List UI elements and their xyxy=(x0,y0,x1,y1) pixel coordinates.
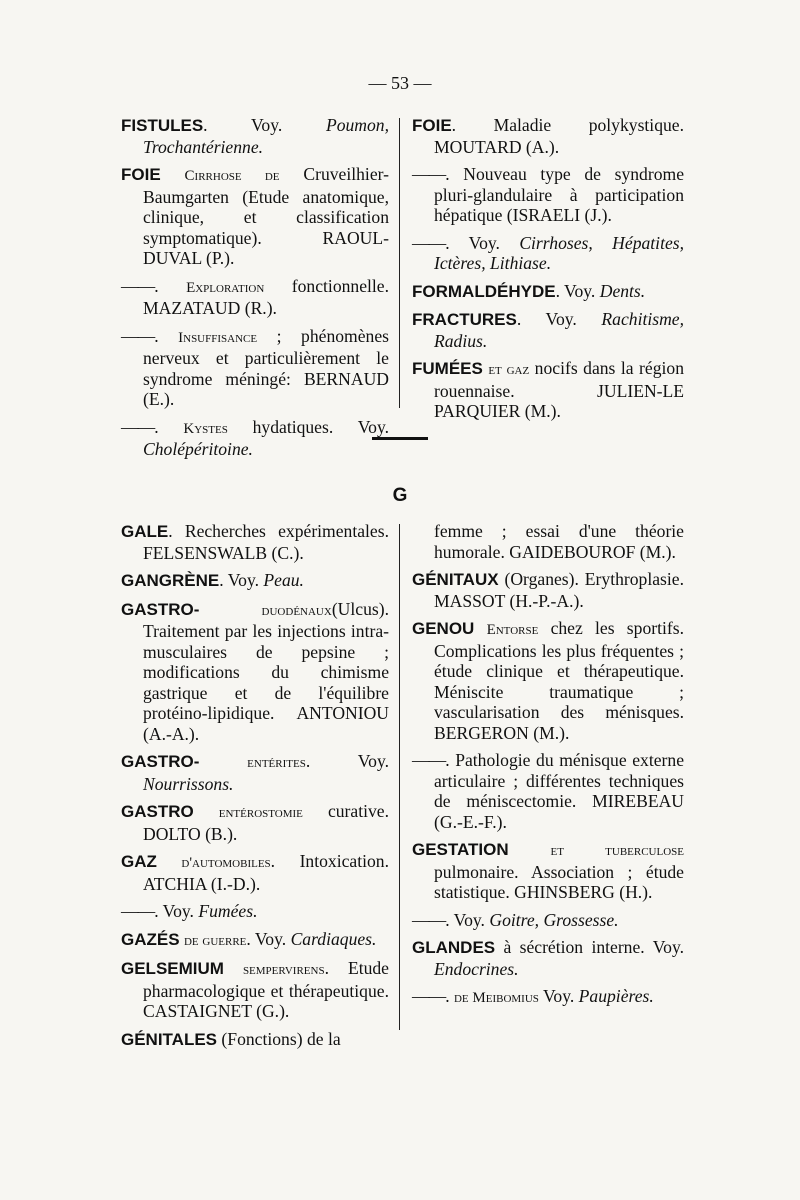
index-entry xyxy=(121,164,389,269)
entry-text: . Voy. xyxy=(555,280,600,301)
entry-text: curative. DOLTO (B.). xyxy=(143,801,389,844)
entry-text: . Maladie polykystique. MOUTARD (A.). xyxy=(434,115,684,157)
index-entry xyxy=(121,801,389,844)
entry-subheading: Kystes xyxy=(183,420,228,437)
entry-heading: GLANDES xyxy=(412,938,496,957)
entry-heading: GASTRO xyxy=(121,802,194,821)
index-entry xyxy=(121,929,389,952)
entry-repeat-dash: —— xyxy=(412,232,446,253)
entry-text: hydatiques. Voy. xyxy=(227,416,389,437)
entry-text: (Fonctions) de la xyxy=(217,1028,341,1049)
index-entry: ——. Voy. Goitre, Grossesse. xyxy=(412,909,619,930)
index-entry xyxy=(412,309,684,351)
entry-cross-reference: Fumées. xyxy=(198,901,258,921)
entry-heading: GESTATION xyxy=(412,840,509,859)
entry-subheading: duodénaux xyxy=(261,602,332,619)
index-column-lower-left xyxy=(121,521,389,1057)
entry-repeat-dash: —— xyxy=(412,909,446,930)
entry-text: à sécrétion interne. Voy. xyxy=(495,937,684,957)
index-entry xyxy=(121,521,389,563)
entry-repeat-dash: —— xyxy=(412,750,446,770)
entry-heading: FOIE xyxy=(412,116,452,135)
entry-subheading: de Meibomius xyxy=(453,990,539,1006)
column-divider-upper xyxy=(399,118,400,408)
entry-text: femme ; essai d'une théorie humorale. GAIDEBOUROF (M.). xyxy=(434,521,684,562)
index-entry: ——. Pathologie du ménisque externe articulaire ; différentes techniques de méniscectomie. MIREBEAU (G.-E.-F.). xyxy=(412,750,685,832)
entry-cross-reference: Nourrissons. xyxy=(143,773,234,794)
entry-text: (Ulcus). Traitement par les injections intra-musculaires de pepsine ; modifications du chimisme gastrique et de l'équilibre protéino-lipidique. ANTONIOU (A.-A.). xyxy=(143,598,389,744)
index-entry: ——. Exploration fonctionnelle. MAZATAUD (R.). xyxy=(121,275,390,318)
entry-repeat-dash: —— xyxy=(412,986,446,1006)
entry-repeat-dash: —— xyxy=(412,164,446,184)
entry-text: Voy. xyxy=(538,986,579,1006)
entry-heading: FISTULES xyxy=(121,116,204,135)
index-entry: ——. Voy. Cirrhoses, Hépatites, Ictères, Lithiase. xyxy=(412,232,685,273)
entry-text: (Organes). Erythroplasie. MASSOT (H.-P.-A.). xyxy=(434,569,684,611)
entry-cross-reference: Endocrines. xyxy=(434,958,519,979)
entry-repeat-dash: —— xyxy=(121,416,155,437)
entry-heading: FORMALDÉHYDE xyxy=(412,281,556,301)
entry-cross-reference: Poumon, Trochantérienne. xyxy=(143,115,389,157)
entry-heading: GENOU xyxy=(412,619,475,638)
entry-heading: GAZÉS xyxy=(121,929,180,949)
entry-cross-reference: Cirrhoses, Hépatites, Ictères, Lithiase. xyxy=(434,232,685,273)
index-entry xyxy=(121,1029,389,1051)
entry-text: Voy. xyxy=(162,901,199,921)
entry-subheading: Exploration xyxy=(186,279,265,296)
entry-cross-reference: Dents. xyxy=(599,280,646,301)
index-entry xyxy=(412,521,684,562)
entry-cross-reference: Goitre, Grossesse. xyxy=(489,909,619,930)
entry-text: Voy. xyxy=(453,909,490,930)
index-entry: ——. Insuffisance ; phénomènes nerveux et particulièrement le syndrome méningé: BERNAUD (E.). xyxy=(121,325,389,409)
section-rule xyxy=(372,437,428,440)
entry-text: Voy. xyxy=(468,232,520,253)
index-entry: ——. de Meibomius Voy. Paupières. xyxy=(412,986,654,1006)
index-entry: ——. Nouveau type de syndrome pluri-glandulaire à participation hépatique (ISRAELI (J.). xyxy=(412,164,685,225)
entry-repeat-dash: —— xyxy=(121,901,155,921)
index-entry xyxy=(121,115,389,157)
entry-cross-reference: Peau. xyxy=(263,570,304,590)
entry-subheading: Insuffisance xyxy=(178,329,258,346)
index-entry xyxy=(121,851,389,894)
index-entry xyxy=(412,618,684,743)
index-entry xyxy=(412,937,684,979)
entry-text: . Voy. xyxy=(516,309,602,329)
entry-subheading: de guerre xyxy=(183,932,247,949)
entry-text: fonctionnelle. MAZATAUD (R.). xyxy=(143,275,390,318)
entry-text: . Voy. xyxy=(203,115,326,135)
entry-repeat-dash: —— xyxy=(121,325,155,346)
entry-text: . Voy. xyxy=(219,570,264,590)
entry-subheading: entérostomie xyxy=(218,805,303,821)
entry-heading: FOIE xyxy=(121,165,161,184)
index-entry xyxy=(412,839,684,903)
index-entry xyxy=(121,599,389,745)
entry-subheading: Entorse xyxy=(486,622,539,638)
entry-heading: GAZ xyxy=(121,852,157,871)
entry-heading: GÉNITALES xyxy=(121,1029,218,1049)
entry-text: . Recherches expérimentales. FELSENSWALB (C.). xyxy=(143,521,389,563)
page-number: — 53 — xyxy=(368,73,432,93)
index-entry: ——. Kystes hydatiques. Voy. Cholépéritoine. xyxy=(121,416,389,459)
entry-cross-reference: Rachitisme, Radius. xyxy=(434,309,684,351)
index-entry xyxy=(121,751,389,794)
entry-text: Nouveau type de syndrome pluri-glandulaire à participation hépatique (ISRAELI (J.). xyxy=(434,164,685,225)
index-column-upper-left xyxy=(121,115,389,467)
index-entry xyxy=(412,115,684,157)
index-entry: ——. Voy. Fumées. xyxy=(121,901,258,921)
entry-text: . Voy. xyxy=(246,928,291,949)
entry-heading: GANGRÈNE xyxy=(121,571,220,590)
entry-subheading: d'automobiles xyxy=(181,855,271,871)
entry-text: . Intoxication. ATCHIA (I.-D.). xyxy=(143,851,389,894)
entry-cross-reference: Cardiaques. xyxy=(290,928,377,949)
index-entry xyxy=(412,358,684,422)
column-divider-lower xyxy=(399,524,400,1030)
entry-heading: FRACTURES xyxy=(412,310,517,329)
entry-cross-reference: Paupières. xyxy=(578,986,654,1006)
index-column-upper-right xyxy=(412,115,684,429)
entry-heading: GASTRO- xyxy=(121,599,200,619)
entry-heading: FUMÉES xyxy=(412,359,483,378)
entry-text: pulmonaire. Association ; étude statistique. GHINSBERG (H.). xyxy=(434,861,684,902)
index-entry xyxy=(121,958,389,1022)
entry-repeat-dash: —— xyxy=(121,275,155,296)
entry-subheading: Cirrhose de xyxy=(184,168,280,184)
entry-text: . Etude pharmacologique et thérapeutique. CASTAIGNET (G.). xyxy=(143,958,389,1021)
index-entry xyxy=(412,281,684,303)
entry-heading: GALE xyxy=(121,522,169,541)
index-entry xyxy=(121,570,389,592)
entry-text: ; phénomènes nerveux et particulièrement le syndrome méningé: BERNAUD (E.). xyxy=(143,325,389,409)
entry-heading: GASTRO- xyxy=(121,752,200,771)
section-letter: G xyxy=(392,485,408,506)
entry-heading: GÉNITAUX xyxy=(412,570,499,589)
entry-subheading: et tuberculose xyxy=(550,843,684,859)
index-column-lower-right xyxy=(412,521,684,1016)
entry-text: chez les sportifs. Complications les plus fréquentes ; étude clinique et thérapeutique. Méniscite traumatique ; vascularisation des ménisques. BERGERON (M.). xyxy=(434,618,684,743)
entry-text: Cruveilhier-Baumgarten (Etude anatomique, clinique, et classification symptomatique). RAOUL-DUVAL (P.). xyxy=(143,164,389,268)
entry-text: Pathologie du ménisque externe articulaire ; différentes techniques de méniscectomie. MIREBEAU (G.-E.-F.). xyxy=(434,750,685,832)
entry-subheading: et gaz xyxy=(488,362,530,378)
entry-heading: GELSEMIUM xyxy=(121,959,224,978)
entry-text: nocifs dans la région rouennaise. JULIEN-LE PARQUIER (M.). xyxy=(434,358,684,421)
entry-text: . Voy. xyxy=(305,751,389,771)
entry-subheading: sempervirens xyxy=(242,962,325,978)
entry-cross-reference: Cholépéritoine. xyxy=(143,439,253,459)
index-entry xyxy=(412,569,684,611)
entry-subheading: entérites xyxy=(247,755,306,771)
